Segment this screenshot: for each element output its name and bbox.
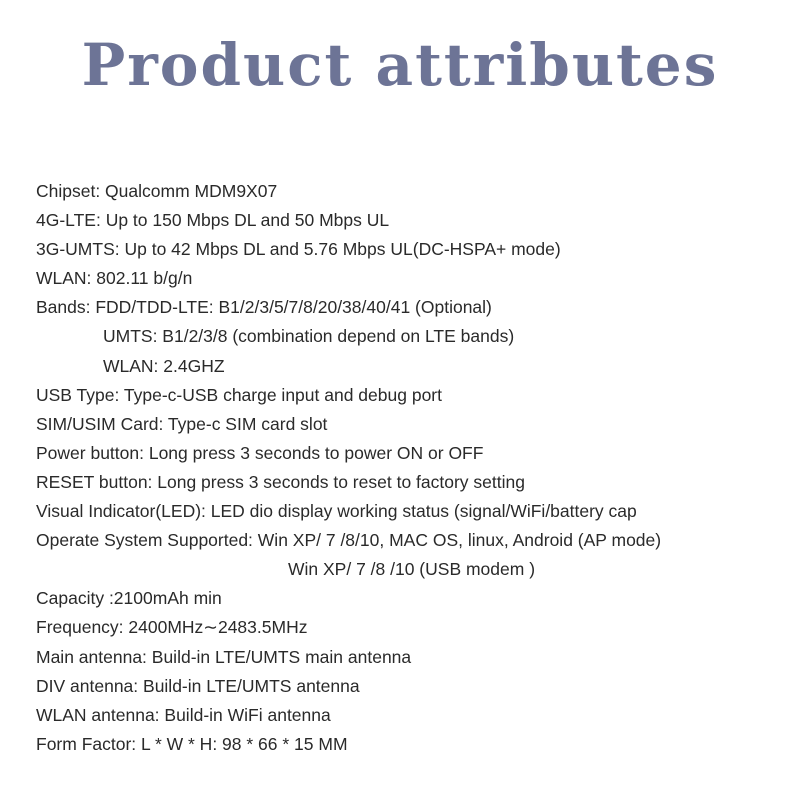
spec-led-indicator: Visual Indicator(LED): LED dio display working status (signal/WiFi/battery cap (36, 501, 637, 522)
spec-umts: 3G-UMTS: Up to 42 Mbps DL and 5.76 Mbps UL(DC-HSPA+ mode) (36, 239, 561, 260)
spec-reset-button: RESET button: Long press 3 seconds to reset to factory setting (36, 471, 525, 492)
spec-bands-lte: Bands: FDD/TDD-LTE: B1/2/3/5/7/8/20/38/40/41 (Optional) (36, 297, 492, 318)
spec-chipset: Chipset: Qualcomm MDM9X07 (36, 181, 278, 201)
spec-sim-card: SIM/USIM Card: Type-c SIM card slot (36, 413, 328, 434)
spec-main-antenna: Main antenna: Build-in LTE/UMTS main antenna (36, 646, 412, 667)
spec-lte: 4G-LTE: Up to 150 Mbps DL and 50 Mbps UL (36, 210, 390, 231)
spec-form-factor: Form Factor: L * W * H: 98 * 66 * 15 MM (36, 733, 348, 754)
spec-usb-type: USB Type: Type-c-USB charge input and debug port (36, 384, 442, 405)
spec-wlan: WLAN: 802.11 b/g/n (36, 268, 193, 289)
page-title: Product attributes (81, 31, 719, 99)
spec-list (36, 177, 786, 759)
spec-frequency: Frequency: 2400MHz∼2483.5MHz (36, 617, 308, 638)
spec-os-ap-mode: Operate System Supported: Win XP/ 7 /8/10, MAC OS, linux, Android (AP mode) (36, 530, 662, 551)
spec-bands-wlan: WLAN: 2.4GHZ (103, 355, 225, 376)
spec-capacity: Capacity :2100mAh min (36, 588, 222, 609)
spec-os-usb-modem: Win XP/ 7 /8 /10 (USB modem ) (288, 559, 536, 580)
spec-bands-umts: UMTS: B1/2/3/8 (combination depend on LTE bands) (103, 326, 515, 347)
spec-wlan-antenna: WLAN antenna: Build-in WiFi antenna (36, 704, 331, 725)
spec-div-antenna: DIV antenna: Build-in LTE/UMTS antenna (36, 675, 360, 696)
spec-power-button: Power button: Long press 3 seconds to power ON or OFF (36, 442, 484, 463)
